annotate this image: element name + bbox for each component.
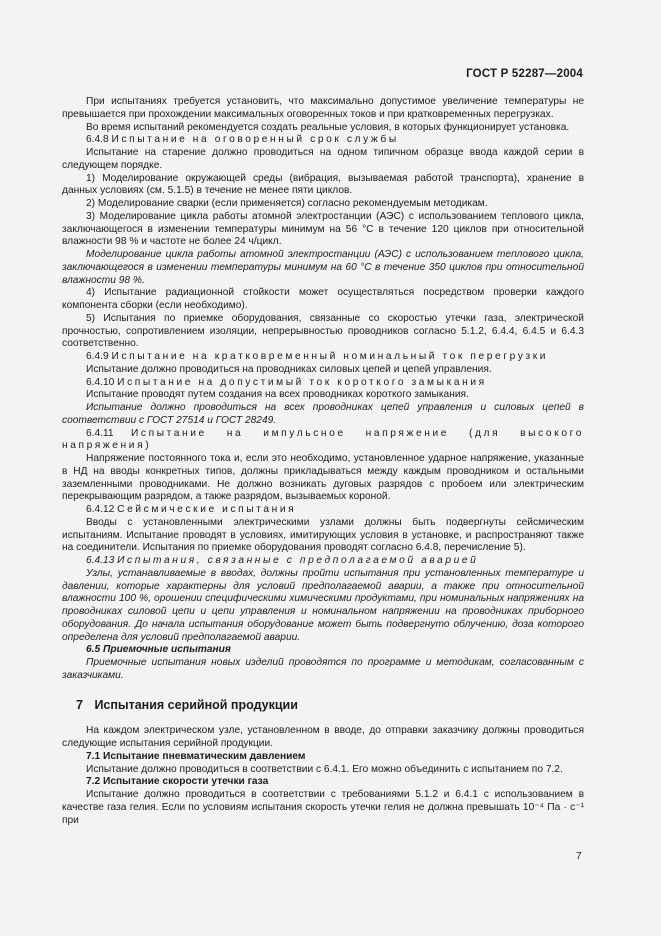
subsection-number: 7.1 xyxy=(86,750,101,762)
paragraph-text: Испытание на старение должно проводиться на одном типичном образце ввода каждой серии в следующем порядке. xyxy=(62,147,584,171)
paragraph-text: Моделирование цикла работы атомной электростанции (АЭС) с использованием теплового цикла, заключающегося в изменении температуры минимум на 60 °С в течение 350 циклов при относительной влажности 98 %. xyxy=(62,249,584,286)
paragraph-text: При испытаниях требуется установить, что максимально допустимое увеличение температуры не превышается при прохождении максимальных оговоренных токов и при кратковременных перегрузках. xyxy=(62,96,584,120)
paragraph-text: 1) Моделирование окружающей среды (вибрация, вызываемая работой транспорта), хранение в данных условиях (см. 5.1.5) в течение не менее пяти циклов. xyxy=(62,172,584,197)
subsection-title: Испытание на допустимый ток короткого замыкания xyxy=(117,376,487,388)
subsection-heading xyxy=(62,776,584,789)
paragraph xyxy=(62,789,584,827)
subsection-number: 6.5 xyxy=(86,644,101,656)
section-heading xyxy=(62,699,584,712)
paragraph xyxy=(62,764,584,777)
subsection-heading xyxy=(62,351,584,364)
paragraph xyxy=(62,453,584,504)
subsection-heading xyxy=(62,644,584,657)
subsection-title: Испытание на кратковременный номинальный ток перегрузки xyxy=(111,351,549,362)
subsection-number: 6.4.11 xyxy=(86,427,114,439)
paragraph xyxy=(62,211,584,249)
subsection-title: Испытание скорости утечки газа xyxy=(103,776,269,788)
paragraph xyxy=(62,313,584,351)
subsection-number: 6.4.10 xyxy=(86,376,115,388)
paragraph-text: Испытание должно проводиться на всех проводниках цепей управления и силовых цепей в соответствии с ГОСТ 27514 и ГОСТ 28249. xyxy=(62,402,584,426)
paragraph xyxy=(62,96,584,122)
paragraph xyxy=(62,287,584,313)
paragraph xyxy=(62,389,584,402)
subsection-number: 6.4.13 xyxy=(86,555,115,566)
paragraph xyxy=(62,657,584,683)
subsection-heading xyxy=(62,134,584,147)
paragraph xyxy=(62,364,584,377)
subsection-title: Испытание пневматическим давлением xyxy=(103,750,306,762)
paragraph xyxy=(62,173,584,199)
paragraph-text: Напряжение постоянного тока и, если это необходимо, установленное ударное напряжение, указанные в НД на вводы конкретных типов, должны прикладываться между каждым проводником и остальными заземленными проводниками. Не должно возникать дуговых разрядов с пробоем или электрическим перекрывающим разрядом, а также разрядом, вызываемых короной. xyxy=(62,453,584,503)
paragraph-text: 3) Моделирование цикла работы атомной электростанции (АЭС) с использованием теплового цикла, заключающегося в изменении температуры минимум на 56 °С в течение 120 циклов при относительной влажности 98 % и частоте не более 24 ч/цикл. xyxy=(62,210,584,248)
section-title: Испытания серийной продукции xyxy=(94,697,298,712)
paragraph xyxy=(62,725,584,751)
paragraph-text: Испытание должно проводиться в соответствии с 6.4.1. Его можно объединить с испытанием по 7.2. xyxy=(86,763,563,775)
subsection-heading xyxy=(62,504,584,517)
paragraph-text: Приемочные испытания новых изделий проводятся по программе и методикам, согласованным с заказчиками. xyxy=(62,657,584,681)
paragraph-text: 2) Моделирование сварки (если применяется) согласно рекомендуемым методикам. xyxy=(86,198,488,209)
subsection-number: 6.4.9 xyxy=(86,351,109,362)
subsection-heading xyxy=(62,428,584,454)
subsection-title: Испытания, связанные с предполагаемой аварией xyxy=(117,555,479,566)
paragraph xyxy=(62,122,584,135)
paragraph-text: На каждом электрическом узле, установленном в вводе, до отправки заказчику должны проводиться следующие испытания серийной продукции. xyxy=(62,725,584,749)
document-body xyxy=(62,96,584,827)
subsection-title: Сейсмические испытания xyxy=(117,504,297,515)
paragraph-text: Узлы, устанавливаемые в вводах, должны пройти испытания при установленных температуре и давлении, которые характерны для условий предполагаемой аварии, а также при относительной влажности 100 %, орошении специфическими химическими продуктами, при номинальных напряжениях на проводниках силовой цепи и цепи управления и номинальном напряжении на проводниках приборного оборудования. До начала испытания оборудование может быть подвергнуто облучению, доза которого определена для условий предполагаемой аварии. xyxy=(62,567,584,643)
paragraph xyxy=(62,568,584,645)
standard-header: ГОСТ Р 52287—2004 xyxy=(466,68,583,80)
subsection-number: 7.2 xyxy=(86,776,101,788)
paragraph xyxy=(62,249,584,287)
page-number: 7 xyxy=(576,851,582,862)
subsection-heading xyxy=(62,555,584,568)
section-number: 7 xyxy=(76,697,83,712)
paragraph xyxy=(62,147,584,173)
paragraph xyxy=(62,198,584,211)
paragraph-text: 5) Испытания по приемке оборудования, связанные со скоростью утечки газа, электрической прочностью, сопротивлением изоляции, непрерывностью проводников согласно 5.1.2, 6.4.4, 6.4.5 и 6.4.3 соответственно. xyxy=(62,312,584,350)
paragraph xyxy=(62,517,584,555)
subsection-title: Приемочные испытания xyxy=(103,644,231,656)
subsection-number: 6.4.8 xyxy=(86,134,109,146)
paragraph-text: Вводы с установленными электрическими узлами должны быть подвергнуты сейсмическим испытаниям. Испытание проводят в условиях, имитирующих условия в установке, и распространяют также на соединители. Испытания по приемке оборудования проводят согласно 6.4.8, перечисление 5). xyxy=(62,516,584,554)
paragraph-text: Испытание должно проводиться в соответствии с требованиями 5.1.2 и 6.4.1 с использованием в качестве газа гелия. Если по условиям испытания скорость утечки гелия не должна превышать 10⁻⁴ Па · с⁻¹ при xyxy=(62,789,584,826)
subsection-heading xyxy=(62,751,584,764)
subsection-title: Испытание на импульсное напряжение (для высокого напряжения) xyxy=(62,427,584,452)
subsection-number: 6.4.12 xyxy=(86,504,115,515)
paragraph-text: Во время испытаний рекомендуется создать реальные условия, в которых функционирует установка. xyxy=(86,121,570,133)
subsection-heading xyxy=(62,377,584,390)
section-6-content xyxy=(62,96,584,683)
subsection-title: Испытание на оговоренный срок службы xyxy=(111,134,399,146)
paragraph xyxy=(62,402,584,428)
paragraph-text: Испытание проводят путем создания на всех проводниках короткого замыкания. xyxy=(86,389,469,401)
section-7-content xyxy=(62,725,584,827)
paragraph-text: 4) Испытание радиационной стойкости может осуществляться посредством проверки каждого компонента сборки (если необходимо). xyxy=(62,287,584,311)
paragraph-text: Испытание должно проводиться на проводниках силовых цепей и цепей управления. xyxy=(86,363,492,375)
